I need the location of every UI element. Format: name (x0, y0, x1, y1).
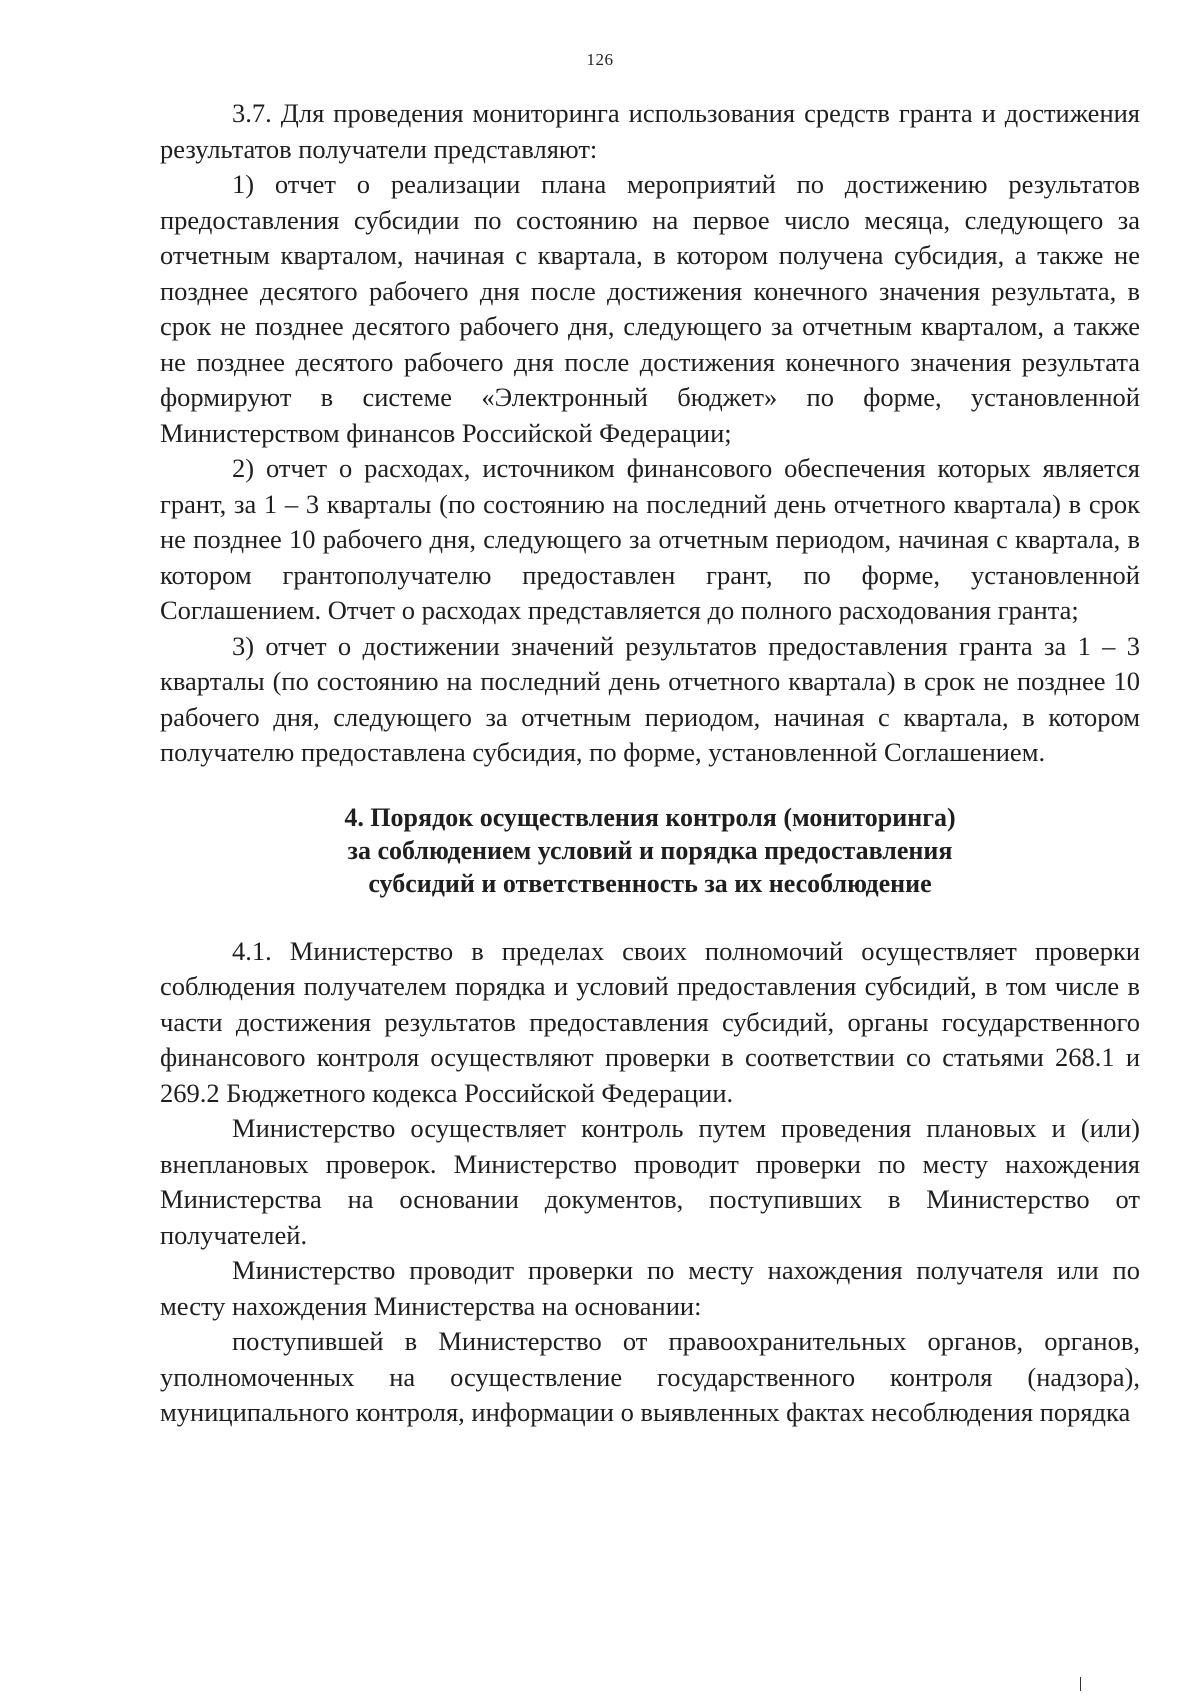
scan-artifact-mark (1080, 1677, 1081, 1691)
document-body (160, 96, 1140, 1431)
page-number: 126 (586, 50, 614, 69)
section-heading-line-1: 4. Порядок осуществления контроля (мониторинга) (344, 802, 956, 832)
section-heading-line-2: за соблюдением условий и порядка предоставления (347, 835, 953, 865)
paragraph-item-3: 3) отчет о достижении значений результатов предоставления гранта за 1 – 3 кварталы (по состоянию на последний день отчетного квартала) в срок не позднее 10 рабочего дня, следующего за отчетным периодом, начиная с квартала, в котором получателю предоставлена субсидия, по форме, установленной Соглашением. (160, 630, 1140, 767)
paragraph-received-info: поступившей в Министерство от правоохранительных органов, органов, уполномоченных на осуществление государственного контроля (надзора), муниципального контроля, информации о выявленных фактах несоблюдения порядка (160, 1326, 1140, 1427)
paragraph-item-1: 1) отчет о реализации плана мероприятий по достижению результатов предоставления субсидии по состоянию на первое число месяца, следующего за отчетным кварталом, начиная с квартала, в котором получена субсидия, а также не позднее десятого рабочего дня после достижения конечного значения результата, в срок не позднее десятого рабочего дня, следующего за отчетным кварталом, а также не позднее десятого рабочего дня после достижения конечного значения результата формируют в системе «Электронный бюджет» по форме, установленной Министерством финансов Российской Федерации; (160, 169, 1140, 448)
paragraph-item-2: 2) отчет о расходах, источником финансового обеспечения которых является грант, за 1 – 3 кварталы (по состоянию на последний день отчетного квартала) в срок не позднее 10 рабочего дня, следующего за отчетным периодом, начиная с квартала, в котором грантополучателю предоставлен грант, по форме, установленной Соглашением. Отчет о расходах представляется до полного расходования гранта; (160, 453, 1140, 625)
paragraph-4-1: 4.1. Министерство в пределах своих полномочий осуществляет проверки соблюдения получателем порядка и условий предоставления субсидий, в том числе в части достижения результатов предоставления субсидий, органы государственного финансового контроля осуществляют проверки в соответствии со статьями 268.1 и 269.2 Бюджетного кодекса Российской Федерации. (160, 935, 1140, 1108)
paragraph-3-7: 3.7. Для проведения мониторинга использования средств гранта и достижения результатов получатели представляют: (160, 98, 1140, 164)
paragraph-control: Министерство осуществляет контроль путем проведения плановых и (или) внеплановых проверок. Министерство проводит проверки по месту нахождения Министерства на основании документов, поступивших в Министерство от получателей. (160, 1113, 1140, 1250)
section-heading-line-3: субсидий и ответственность за их несоблюдение (368, 868, 932, 898)
paragraph-inspections-basis: Министерство проводит проверки по месту нахождения получателя или по месту нахождения Министерства на основании: (160, 1255, 1140, 1321)
section-heading (160, 801, 1140, 900)
